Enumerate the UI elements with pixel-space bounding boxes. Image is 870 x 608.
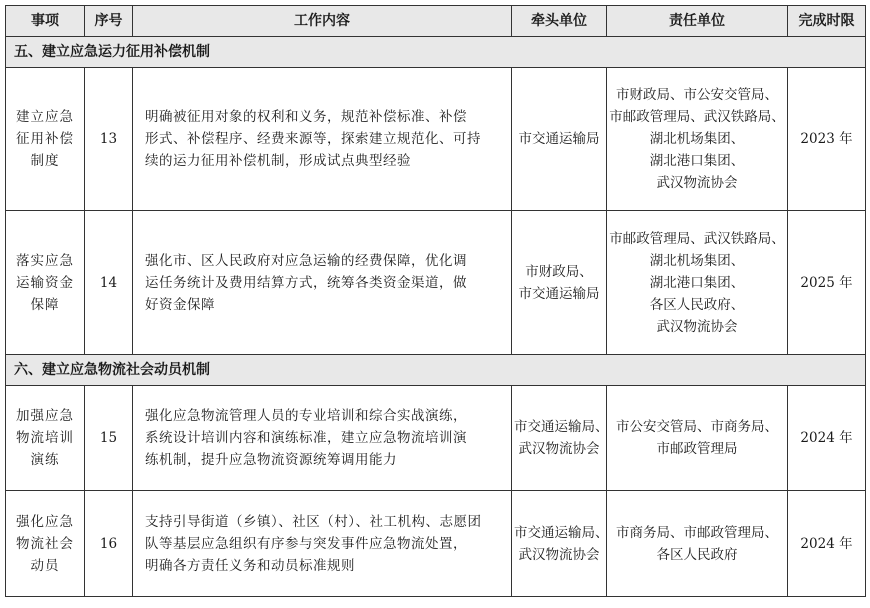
item-line: 运输资金 [16,274,74,291]
content-line: 形式、补偿程序、经费来源等，探索建立规范化、可持 [145,131,481,147]
table-row [6,211,866,355]
no-cell: 14 [85,211,133,355]
content-line: 续的运力征用补偿机制，形成试点典型经验 [145,153,411,169]
table-row [6,386,866,491]
lead-cell [512,68,607,211]
deadline-cell: 2024 年 [788,386,866,491]
section-row [6,355,866,386]
deadline-cell: 2024 年 [788,491,866,597]
lead-line: 市交通运输局、 [514,524,609,541]
resp-line: 市财政局、市公安交管局、 [616,87,778,103]
header-row [6,6,866,37]
item-cell [6,68,85,211]
resp-cell [607,386,788,491]
resp-line: 市邮政管理局 [656,441,738,457]
content-line: 强化市、区人民政府对应急运输的经费保障，优化调 [145,252,467,269]
header-deadline: 完成时限 [788,6,866,37]
item-line: 保障 [30,296,60,313]
content-line: 好资金保障 [145,296,215,313]
content-line: 强化应急物流管理人员的专业培训和综合实战演练， [145,408,467,424]
resp-line: 湖北港口集团、 [649,153,745,169]
lead-cell [512,386,607,491]
no-cell: 16 [85,491,133,597]
resp-cell [607,211,788,355]
item-line: 动员 [30,557,60,574]
item-line: 物流社会 [16,535,74,552]
no-cell: 13 [85,68,133,211]
deadline-cell: 2023 年 [788,68,866,211]
item-line: 制度 [30,153,60,169]
resp-line: 湖北港口集团、 [649,274,745,291]
item-line: 落实应急 [16,252,74,269]
content-cell [133,68,512,211]
resp-line: 武汉物流协会 [656,175,738,191]
header-lead: 牵头单位 [512,6,607,37]
item-cell [6,211,85,355]
item-line: 强化应急 [16,513,74,530]
lead-line: 武汉物流协会 [518,441,600,457]
content-line: 队等基层应急组织有序参与突发事件应急物流处置， [145,535,467,552]
task-table [5,5,866,597]
resp-line: 湖北机场集团、 [649,131,745,147]
resp-line: 市邮政管理局、武汉铁路局、 [609,230,785,247]
deadline-cell: 2025 年 [788,211,866,355]
lead-line: 市财政局、 [525,263,593,280]
lead-line: 市交通运输局 [518,285,600,302]
item-line: 演练 [30,452,60,468]
content-cell [133,211,512,355]
content-line: 系统设计培训内容和演练标准，建立应急物流培训演 [145,430,467,446]
content-line: 明确各方责任义务和动员标准规则 [145,557,355,574]
lead-line: 市交通运输局 [518,131,600,147]
lead-line: 市交通运输局、 [514,419,609,435]
item-line: 加强应急 [16,408,74,424]
content-cell [133,386,512,491]
header-item: 事项 [6,6,85,37]
header-content: 工作内容 [133,6,512,37]
item-cell [6,386,85,491]
section-row [6,37,866,68]
resp-line: 市邮政管理局、武汉铁路局、 [609,109,785,125]
content-cell [133,491,512,597]
resp-line: 湖北机场集团、 [649,252,745,269]
item-line: 建立应急 [16,109,74,125]
item-line: 征用补偿 [16,131,74,147]
lead-cell [512,491,607,597]
item-line: 物流培训 [16,430,74,446]
resp-line: 市公安交管局、市商务局、 [616,419,778,435]
section-title: 五、建立应急运力征用补偿机制 [6,37,866,68]
resp-cell [607,491,788,597]
resp-line: 市商务局、市邮政管理局、 [616,524,778,541]
resp-line: 各区人民政府、 [649,296,745,313]
content-line: 运任务统计及费用结算方式，统筹各类资金渠道，做 [145,274,467,291]
header-no: 序号 [85,6,133,37]
resp-line: 武汉物流协会 [656,318,738,335]
item-cell [6,491,85,597]
table-row [6,68,866,211]
content-line: 支持引导街道（乡镇）、社区（村）、社工机构、志愿团 [145,513,482,530]
table-row [6,491,866,597]
resp-cell [607,68,788,211]
content-line: 练机制，提升应急物流资源统筹调用能力 [145,452,397,468]
no-cell: 15 [85,386,133,491]
section-title: 六、建立应急物流社会动员机制 [6,355,866,386]
lead-line: 武汉物流协会 [518,546,600,563]
lead-cell [512,211,607,355]
header-resp: 责任单位 [607,6,788,37]
content-line: 明确被征用对象的权利和义务，规范补偿标准、补偿 [145,109,467,125]
resp-line: 各区人民政府 [656,546,738,563]
